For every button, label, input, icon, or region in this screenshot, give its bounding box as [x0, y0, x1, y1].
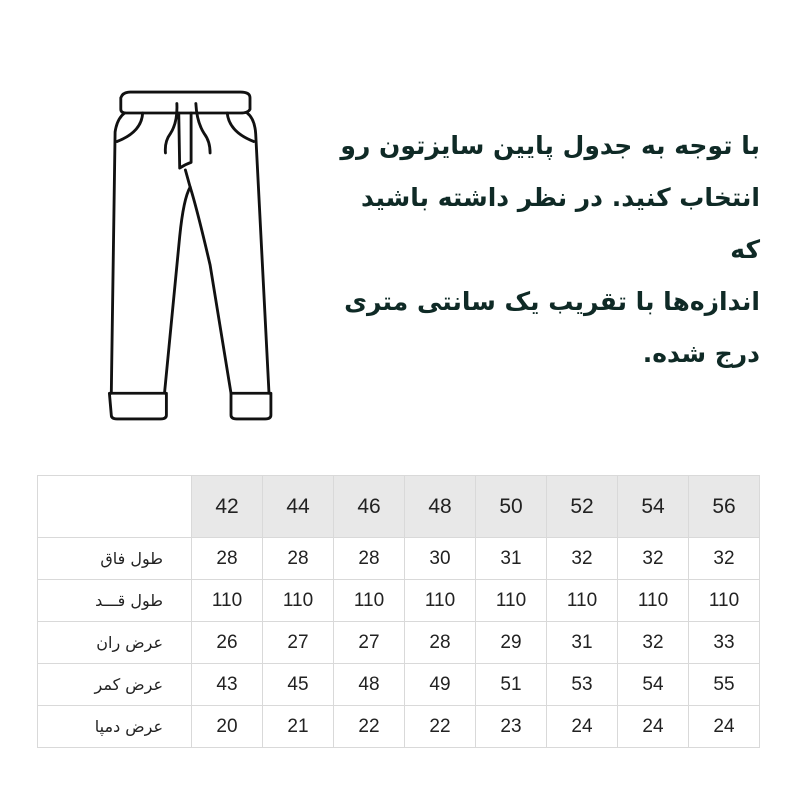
table-cell: 110 [547, 580, 618, 622]
table-cell: 110 [334, 580, 405, 622]
table-cell: 30 [405, 538, 476, 580]
description-line: با توجه به جدول پایین سایزتون رو [340, 131, 760, 160]
table-cell: 24 [618, 706, 689, 748]
table-cell: 110 [689, 580, 760, 622]
table-cell: 49 [405, 664, 476, 706]
table-cell: 33 [689, 622, 760, 664]
row-label: عرض دمپا [38, 706, 192, 748]
table-cell: 28 [405, 622, 476, 664]
row-label: طول قـــد [38, 580, 192, 622]
table-cell: 20 [192, 706, 263, 748]
table-cell: 28 [263, 538, 334, 580]
table-row [38, 580, 760, 622]
size-header-cell: 50 [476, 476, 547, 538]
table-cell: 45 [263, 664, 334, 706]
table-cell: 53 [547, 664, 618, 706]
description-line: درج شده. [642, 339, 760, 368]
table-cell: 110 [192, 580, 263, 622]
table-cell: 31 [547, 622, 618, 664]
table-cell: 22 [405, 706, 476, 748]
size-header-cell: 42 [192, 476, 263, 538]
table-cell: 51 [476, 664, 547, 706]
size-header-cell: 54 [618, 476, 689, 538]
table-cell: 26 [192, 622, 263, 664]
jogger-pants-icon [98, 78, 288, 433]
table-cell: 28 [334, 538, 405, 580]
table-cell: 54 [618, 664, 689, 706]
table-cell: 110 [405, 580, 476, 622]
table-cell: 27 [263, 622, 334, 664]
description-line: انتخاب کنید. در نظر داشته باشید که [361, 183, 760, 264]
table-cell: 21 [263, 706, 334, 748]
table-row [38, 622, 760, 664]
size-header-cell: 48 [405, 476, 476, 538]
table-cell: 22 [334, 706, 405, 748]
table-cell: 24 [547, 706, 618, 748]
table-cell: 32 [547, 538, 618, 580]
table-cell: 28 [192, 538, 263, 580]
table-cell: 43 [192, 664, 263, 706]
table-cell: 110 [263, 580, 334, 622]
table-cell: 31 [476, 538, 547, 580]
table-cell: 27 [334, 622, 405, 664]
table-row [38, 706, 760, 748]
row-label: طول فاق [38, 538, 192, 580]
size-header-cell: 56 [689, 476, 760, 538]
size-guide-description [340, 120, 760, 380]
table-cell: 110 [618, 580, 689, 622]
table-cell: 55 [689, 664, 760, 706]
table-cell: 48 [334, 664, 405, 706]
table-cell: 24 [689, 706, 760, 748]
table-cell: 32 [618, 622, 689, 664]
table-cell: 32 [689, 538, 760, 580]
table-row [38, 538, 760, 580]
table-cell: 110 [476, 580, 547, 622]
description-line: اندازه‌ها با تقریب یک سانتی متری [344, 287, 760, 316]
row-label: عرض کمر [38, 664, 192, 706]
row-label: عرض ران [38, 622, 192, 664]
table-cell: 29 [476, 622, 547, 664]
table-cell: 32 [618, 538, 689, 580]
size-header-cell: 44 [263, 476, 334, 538]
table-row [38, 664, 760, 706]
size-table [37, 475, 760, 748]
corner-cell [38, 476, 192, 538]
size-header-cell: 46 [334, 476, 405, 538]
size-header-cell: 52 [547, 476, 618, 538]
size-header-row [38, 476, 760, 538]
table-cell: 23 [476, 706, 547, 748]
